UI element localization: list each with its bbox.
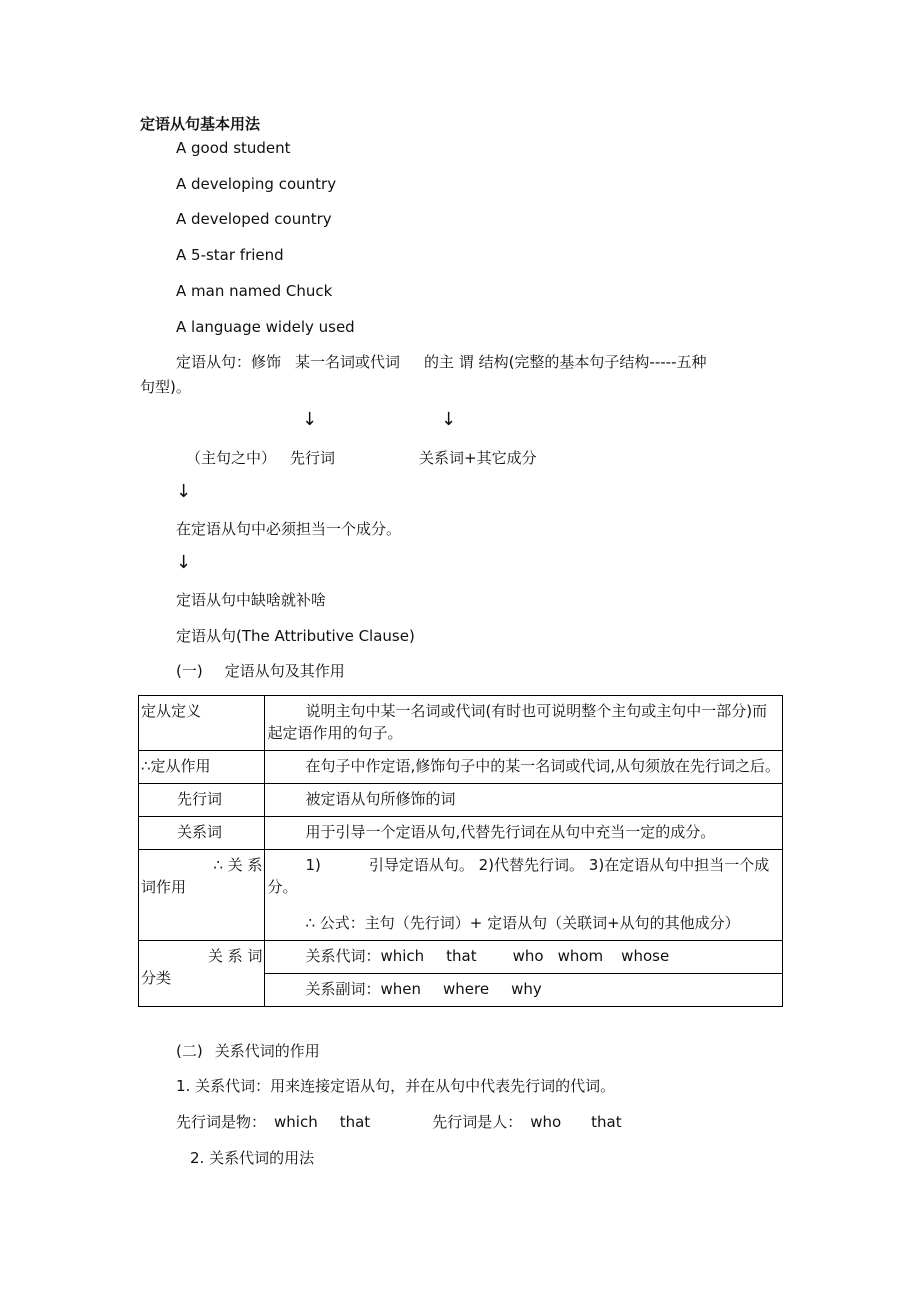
thing-label: 先行词是物： (176, 1113, 267, 1131)
table-value-text: 1) (305, 856, 321, 874)
section-heading (176, 1041, 320, 1061)
example-line: A developing country (176, 175, 337, 193)
table-key (139, 850, 265, 941)
point-one: 1. 关系代词：用来连接定语从句，并在从句中代表先行词的代词。 (176, 1077, 616, 1095)
table-row (139, 941, 783, 974)
definition-table (138, 695, 783, 1007)
example-line: A developed country (176, 210, 332, 228)
pronoun-word: that (446, 947, 477, 965)
person-word: who (530, 1113, 562, 1131)
table-value-text: 被定语从句所修饰的词 (305, 790, 456, 808)
pronoun-word: who (512, 947, 544, 965)
antecedent-label: 先行词 (290, 449, 336, 467)
antecedent-examples (176, 1112, 622, 1132)
down-arrow-icon: ↓ (441, 409, 457, 430)
down-arrow-icon: ↓ (302, 409, 318, 430)
table-key: 先行词 (139, 784, 265, 817)
rule-statement: 定语从句中缺啥就补啥 (176, 591, 327, 609)
table-value (265, 817, 783, 850)
table-key: 定从定义 (139, 696, 265, 751)
down-arrow-icon: ↓ (176, 552, 192, 573)
section-title: 关系代词的作用 (214, 1042, 320, 1060)
point-two: 2. 关系代词的用法 (190, 1149, 315, 1167)
adverb-word: why (511, 980, 542, 998)
table-value (265, 784, 783, 817)
table-key: 关系词 (139, 817, 265, 850)
section-number: (一) (176, 662, 203, 680)
table-value-text: 引导定语从句。 2)代替先行词。 3)在定语从句中担当一个成 (368, 856, 770, 874)
table-value (265, 751, 783, 784)
table-value-text: 说明主句中某一名词或代词(有时也可说明整个主句或主句中一部分)而起定语作用的句子。 (267, 702, 768, 742)
thing-word: which (274, 1113, 318, 1131)
definition-line (176, 352, 706, 372)
main-clause-label: （主句之中） (186, 449, 277, 467)
table-key-line: 关 系 词 (207, 947, 263, 965)
pronoun-word: whom (557, 947, 604, 965)
page-title: 定语从句基本用法 (140, 115, 261, 133)
table-value-text: 关系副词： (305, 980, 381, 998)
definition-label: 定语从句：修饰 (176, 353, 282, 371)
table-key-line: ∴ 关 系 (213, 856, 263, 874)
formula-text: ∴ 公式：主句（先行词）+ 定语从句（关联词+从句的其他成分） (305, 914, 740, 932)
table-value-text: 分。 (267, 878, 298, 896)
table-value (265, 941, 783, 974)
thing-word: that (339, 1113, 371, 1131)
clause-name: 定语从句(The Attributive Clause) (176, 627, 415, 645)
pronoun-word: whose (621, 947, 670, 965)
definition-continuation: 句型)。 (140, 378, 191, 396)
table-key (139, 941, 265, 1007)
table-row (139, 817, 783, 850)
down-arrow-icon: ↓ (176, 481, 192, 502)
table-row (139, 696, 783, 751)
definition-target: 某一名词或代词 (295, 353, 401, 371)
person-word: that (591, 1113, 622, 1131)
example-line: A language widely used (176, 318, 355, 336)
table-row (139, 784, 783, 817)
adverb-word: where (442, 980, 490, 998)
table-value-text: 关系代词： (305, 947, 381, 965)
table-key-line: 词作用 (141, 878, 187, 896)
pronoun-word: which (380, 947, 425, 965)
relative-label: 关系词+其它成分 (419, 449, 537, 467)
definition-structure: 的主 谓 结构(完整的基本句子结构-----五种 (424, 353, 707, 371)
table-value-text: 在句子中作定语,修饰句子中的某一名词或代词,从句须放在先行词之后。 (305, 757, 780, 775)
table-key-line: 分类 (141, 969, 172, 987)
section-title: 定语从句及其作用 (224, 662, 345, 680)
table-value (265, 974, 783, 1007)
table-row (139, 751, 783, 784)
adverb-word: when (380, 980, 421, 998)
example-line: A good student (176, 139, 291, 157)
table-row (139, 850, 783, 941)
table-value (265, 850, 783, 941)
section-number: (二) (176, 1042, 203, 1060)
example-line: A 5-star friend (176, 246, 284, 264)
example-line: A man named Chuck (176, 282, 333, 300)
table-value-text: 用于引导一个定语从句,代替先行词在从句中充当一定的成分。 (305, 823, 716, 841)
person-label: 先行词是人： (432, 1113, 523, 1131)
section-heading (176, 661, 345, 681)
role-statement: 在定语从句中必须担当一个成分。 (176, 520, 402, 538)
table-value (265, 696, 783, 751)
table-key: ∴定从作用 (139, 751, 265, 784)
